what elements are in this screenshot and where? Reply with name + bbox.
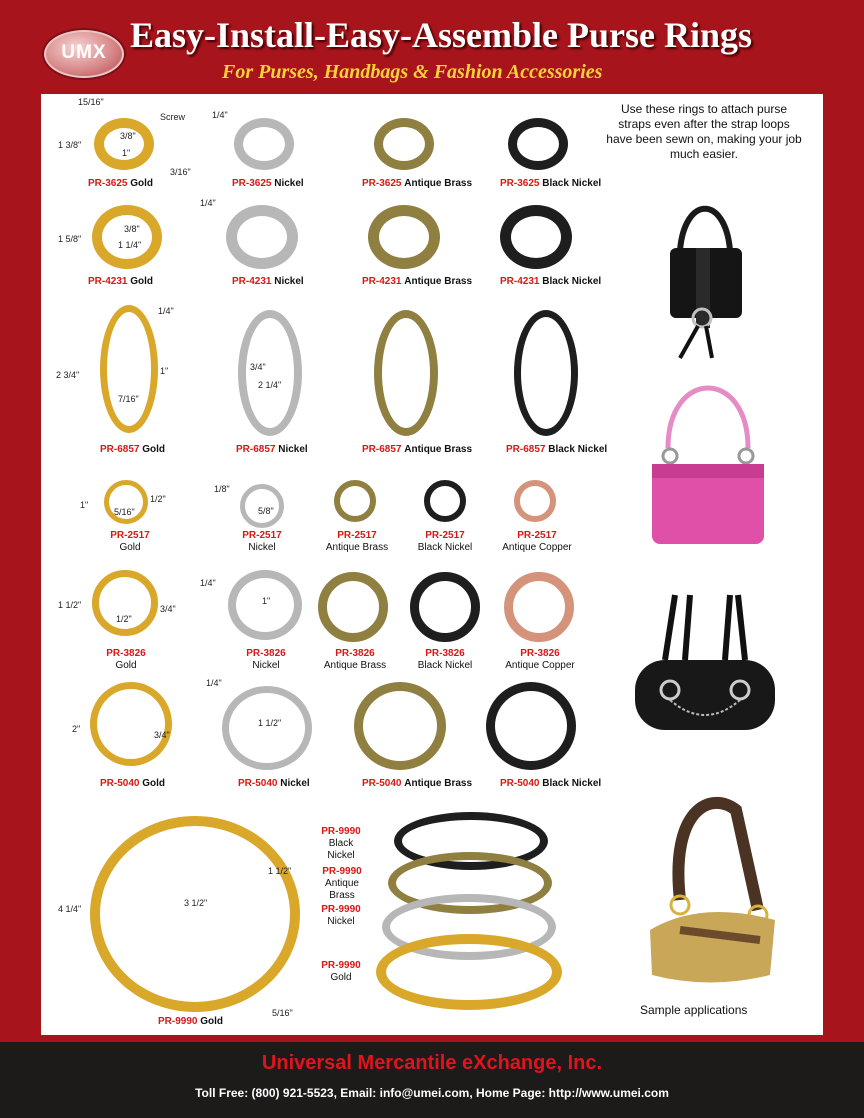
dim-3826-n-inner: 1" (262, 596, 271, 606)
ring-6857-black (514, 310, 578, 436)
ring-3826-brass (318, 572, 388, 642)
caption-9990-brass-stack: PR-9990 Antique Brass (322, 866, 362, 901)
footer (0, 1042, 864, 1118)
caption-3826-gold: PR-3826 Gold (106, 648, 146, 671)
dim-2517-n-gauge: 1/8" (214, 484, 230, 494)
dim-2517-gap: 1/2" (150, 494, 166, 504)
caption-2517-brass: PR-2517 Antique Brass (325, 530, 389, 553)
caption-6857-gold: PR-6857 Gold (100, 444, 166, 455)
dim-3625-nickel-gauge: 1/4" (212, 110, 228, 120)
ring-3625-gold (94, 118, 154, 170)
caption-3826-nickel: PR-3826 Nickel (246, 648, 286, 671)
dim-3826-n-gauge: 1/4" (200, 578, 216, 588)
caption-3826-black: PR-3826 Black Nickel (417, 648, 473, 671)
dim-6857-gap: 1" (160, 366, 169, 376)
caption-2517-black: PR-2517 Black Nickel (417, 530, 473, 553)
stack-ring-gold (376, 934, 562, 1010)
page-subtitle: For Purses, Handbags & Fashion Accessories (222, 61, 603, 83)
ring-3625-black (508, 118, 568, 170)
dim-6857-height: 2 3/4" (56, 370, 80, 380)
caption-4231-nickel: PR-4231 Nickel (232, 276, 304, 287)
caption-2517-copper: PR-2517 Antique Copper (502, 530, 572, 553)
dim-6857-n-width: 2 1/4" (258, 380, 282, 390)
caption-5040-black: PR-5040 Black Nickel (500, 778, 602, 789)
caption-3625-brass: PR-3625 Antique Brass (362, 178, 473, 189)
caption-6857-nickel: PR-6857 Nickel (236, 444, 308, 455)
ring-3826-copper (504, 572, 574, 642)
umx-logo (44, 30, 124, 78)
ring-4231-brass (368, 205, 440, 269)
dim-9990-height: 4 1/4" (58, 904, 82, 914)
ring-5040-black (486, 682, 576, 770)
dim-5040-gap: 3/4" (154, 730, 170, 740)
ring-4231-black (500, 205, 572, 269)
caption-2517-gold: PR-2517 Gold (110, 530, 150, 553)
caption-9990-gold-stack: PR-9990 Gold (321, 960, 361, 983)
caption-9990-gold: PR-9990 Gold (158, 1016, 224, 1027)
ring-6857-brass (374, 310, 438, 436)
caption-4231-brass: PR-4231 Antique Brass (362, 276, 473, 287)
caption-9990-black-stack: PR-9990 Black Nickel (321, 826, 361, 861)
dim-9990-inner: 3 1/2" (184, 898, 208, 908)
caption-3625-nickel: PR-3625 Nickel (232, 178, 304, 189)
caption-6857-black: PR-6857 Black Nickel (506, 444, 608, 455)
dim-3625-screw: Screw (160, 112, 186, 122)
dim-9990-thick: 5/16" (272, 1008, 293, 1018)
ring-6857-gold (100, 305, 158, 433)
sample-applications-label: Sample applications (640, 1003, 748, 1017)
dim-3625-width: 1" (122, 148, 131, 158)
dim-4231-inner: 3/8" (124, 224, 140, 234)
ring-6857-nickel (238, 310, 302, 436)
sample-bag-black-barrel (630, 590, 780, 750)
dim-5040-height: 2" (72, 724, 81, 734)
ring-4231-nickel (226, 205, 298, 269)
caption-3625-black: PR-3625 Black Nickel (500, 178, 602, 189)
dim-2517-height: 1" (80, 500, 89, 510)
caption-3826-copper: PR-3826 Antique Copper (505, 648, 575, 671)
sample-bag-black-shoulder (650, 190, 760, 360)
ring-2517-brass (334, 480, 376, 522)
dim-3826-inner: 1/2" (116, 614, 132, 624)
logo-text: UMX (61, 42, 107, 63)
dim-5040-n-gauge: 1/4" (206, 678, 222, 688)
dim-3826-height: 1 1/2" (58, 600, 82, 610)
dim-6857-gauge: 1/4" (158, 306, 174, 316)
caption-9990-nickel-stack: PR-9990 Nickel (321, 904, 361, 927)
sample-bag-gold (640, 790, 780, 990)
dim-4231-height: 1 5/8" (58, 234, 82, 244)
dim-3625-inner: 3/8" (120, 131, 136, 141)
caption-2517-nickel: PR-2517 Nickel (242, 530, 282, 553)
contact-info: Toll Free: (800) 921-5523, Email: info@umei.com, Home Page: http://www.umei.com (195, 1086, 669, 1100)
caption-5040-nickel: PR-5040 Nickel (238, 778, 310, 789)
dim-2517-inner: 5/16" (114, 507, 135, 517)
dim-3826-gap: 3/4" (160, 604, 176, 614)
dim-4231-nickel-gauge: 1/4" (200, 198, 216, 208)
caption-4231-black: PR-4231 Black Nickel (500, 276, 602, 287)
dim-2517-n-inner: 5/8" (258, 506, 274, 516)
ring-5040-gold (90, 682, 172, 766)
ring-2517-black (424, 480, 466, 522)
caption-6857-brass: PR-6857 Antique Brass (362, 444, 473, 455)
ring-9990-gold (90, 816, 300, 1012)
dim-3625-top: 15/16" (78, 97, 104, 107)
sample-bag-pink (648, 368, 768, 558)
dim-6857-opening: 7/16" (118, 394, 139, 404)
ring-3625-brass (374, 118, 434, 170)
caption-4231-gold: PR-4231 Gold (88, 276, 154, 287)
dim-4231-width: 1 1/4" (118, 240, 142, 250)
dim-5040-n-inner: 1 1/2" (258, 718, 282, 728)
ring-2517-gold (104, 480, 148, 524)
dim-9990-gap: 1 1/2" (268, 866, 292, 876)
dim-3625-thick: 3/16" (170, 167, 191, 177)
company-name: Universal Mercantile eXchange, Inc. (261, 1052, 603, 1074)
dim-3625-height: 1 3/8" (58, 140, 82, 150)
ring-5040-brass (354, 682, 446, 770)
ring-2517-copper (514, 480, 556, 522)
page-title: Easy-Install-Easy-Assemble Purse Rings (130, 15, 753, 55)
ring-3826-gold (92, 570, 158, 636)
caption-5040-brass: PR-5040 Antique Brass (362, 778, 473, 789)
ring-4231-gold (92, 205, 162, 269)
ring-3625-nickel (234, 118, 294, 170)
caption-5040-gold: PR-5040 Gold (100, 778, 166, 789)
ring-3826-black (410, 572, 480, 642)
dim-6857-n-inner: 3/4" (250, 362, 266, 372)
caption-3625-gold: PR-3625 Gold (88, 178, 154, 189)
caption-3826-brass: PR-3826 Antique Brass (323, 648, 387, 671)
usage-note: Use these rings to attach purse straps even after the strap loops have been sewn on, making your job much easier. (606, 102, 802, 161)
ring-5040-nickel (222, 686, 312, 770)
